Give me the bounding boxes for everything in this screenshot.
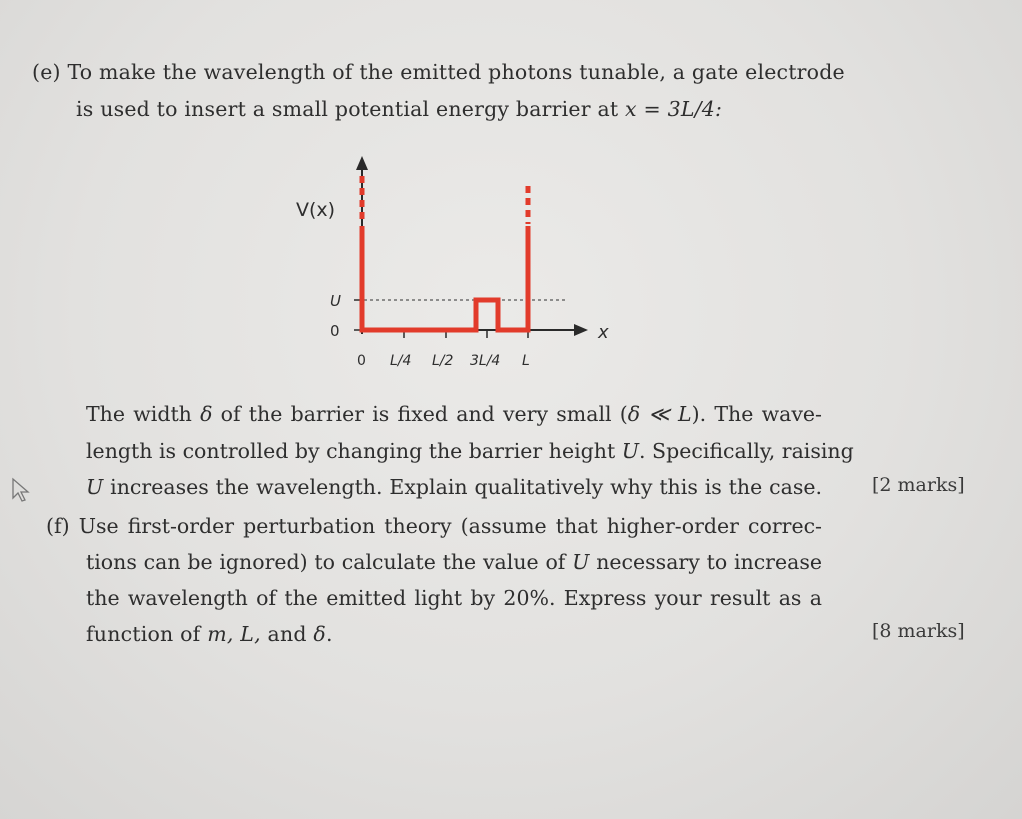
y-axis-label: V(x) bbox=[296, 199, 336, 221]
math: m, L, bbox=[207, 622, 261, 646]
part-e-marks: [2 marks] bbox=[872, 474, 965, 496]
text: increases the wavelength. Explain qualitatively why this is the case. bbox=[110, 475, 822, 499]
part-f-line1 bbox=[46, 514, 822, 538]
potential-diagram bbox=[280, 150, 640, 380]
part-f-line3 bbox=[86, 586, 822, 610]
math: U bbox=[86, 475, 104, 499]
text: length is controlled by changing the barrier height bbox=[86, 439, 616, 463]
math: U bbox=[621, 439, 640, 463]
text: ). The wave- bbox=[691, 402, 822, 426]
y-axis-arrow bbox=[356, 156, 368, 170]
x-tick-label-l: L bbox=[522, 353, 530, 369]
delta-symbol: δ bbox=[313, 622, 326, 646]
part-e-line2 bbox=[76, 97, 722, 121]
part-f-line2 bbox=[86, 550, 822, 574]
text: The width bbox=[86, 402, 192, 426]
math: δ ≪ L bbox=[627, 402, 692, 426]
part-e-line1 bbox=[32, 60, 845, 84]
text: the wavelength of the emitted light by 20%. Express your result as a bbox=[86, 586, 822, 610]
x-axis-arrow bbox=[574, 324, 588, 336]
x-tick-label-0: 0 bbox=[357, 353, 366, 369]
y-tick-label-u: U bbox=[330, 292, 341, 310]
part-f-marks: [8 marks] bbox=[872, 620, 965, 642]
potential-curve bbox=[362, 226, 528, 330]
text: . bbox=[325, 622, 333, 646]
part-e-body-line1 bbox=[86, 402, 822, 426]
part-e-body-line2 bbox=[86, 439, 854, 463]
x-tick-label-3l4: 3L/4 bbox=[470, 353, 501, 369]
text: tions can be ignored) to calculate the value of bbox=[86, 550, 566, 574]
text: of the barrier is fixed and very small ( bbox=[220, 402, 628, 426]
part-f-line4 bbox=[86, 622, 333, 646]
y-tick-label-0: 0 bbox=[330, 322, 340, 340]
part-f-label: (f) bbox=[46, 514, 70, 538]
text: . Specifically, raising bbox=[639, 439, 854, 463]
text: and bbox=[267, 622, 307, 646]
math: U bbox=[572, 550, 590, 574]
part-e-text-1: To make the wavelength of the emitted photons tunable, a gate electrode bbox=[67, 60, 845, 84]
part-e-text-2: is used to insert a small potential energy barrier at bbox=[76, 97, 619, 121]
x-axis-label: x bbox=[598, 322, 609, 343]
cursor-icon bbox=[10, 476, 34, 504]
delta-symbol: δ bbox=[200, 402, 213, 426]
barrier-position: x = 3L/4: bbox=[625, 97, 723, 121]
text: necessary to increase bbox=[596, 550, 822, 574]
part-e-body-line3 bbox=[86, 475, 822, 499]
text: Use first-order perturbation theory (assume that higher-order correc- bbox=[78, 514, 822, 538]
part-e-label: (e) bbox=[32, 60, 61, 84]
x-tick-label-l4: L/4 bbox=[390, 353, 412, 369]
x-tick-label-l2: L/2 bbox=[432, 353, 454, 369]
text: function of bbox=[86, 622, 201, 646]
